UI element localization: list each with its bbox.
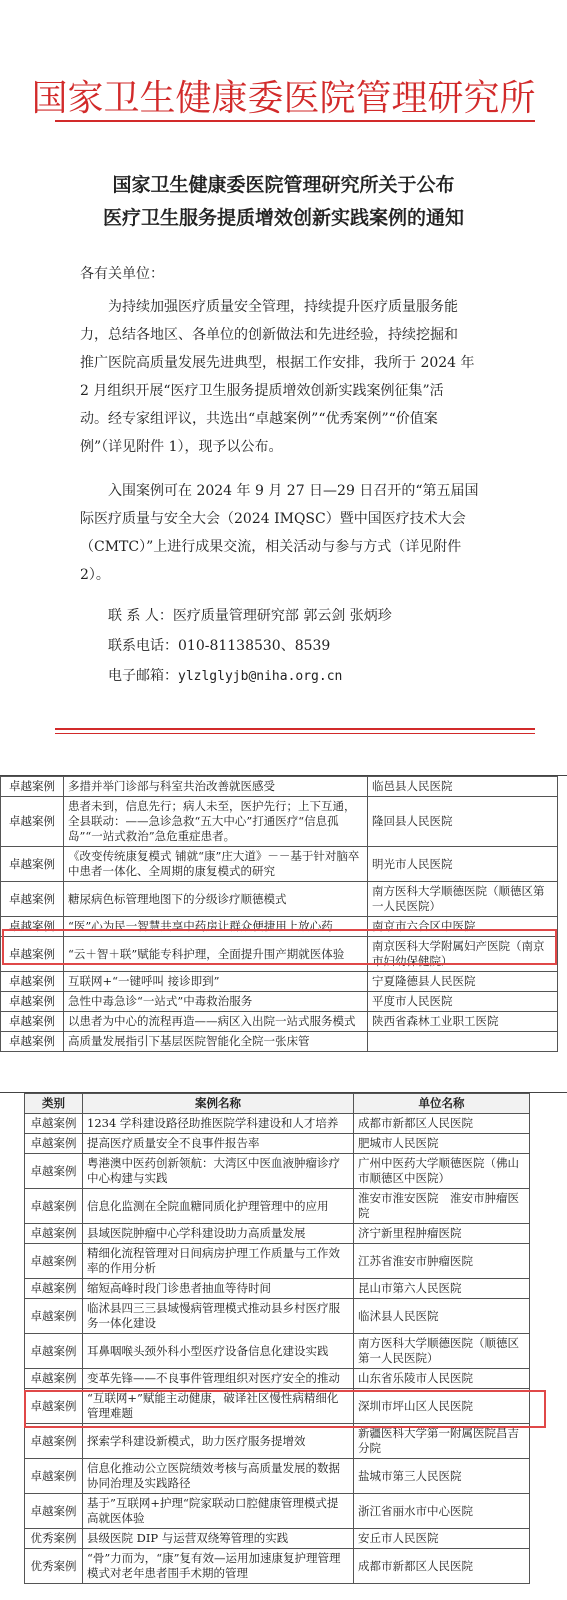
table-row [1,797,558,847]
category-cell: 卓越案例 [1,937,64,972]
footer-rule-2 [55,733,535,734]
case-name-cell: 县级医院 DIP 与运营双绕筹管理的实践 [83,1529,354,1549]
case-name-cell: 临沭县四三三县域慢病管理模式推动县乡村医疗服务一体化建设 [83,1299,354,1334]
category-cell: 卓越案例 [1,1012,64,1032]
letterhead-rule [55,120,535,122]
contact-email[interactable]: ylzlglyjb@niha.org.cn [178,669,343,684]
case-name-cell: 基于”互联网+护理“院家联动口腔健康管理模式提高就医体验 [83,1494,354,1529]
category-cell: 卓越案例 [25,1494,83,1529]
table-row [1,937,558,972]
case-name-cell: “互联网+”赋能主动健康，破译社区慢性病精细化管理难题 [83,1389,354,1424]
addressee: 各有关单位： [80,266,164,282]
table-row [25,1154,530,1189]
case-name-cell: 耳鼻咽喉头颈外科小型医疗设备信息化建设实践 [83,1334,354,1369]
case-table-1-grid [0,776,558,1052]
category-cell: 卓越案例 [1,847,64,882]
case-name-cell: 县域医院肿瘤中心学科建设助力高质量发展 [83,1224,354,1244]
paragraph-2-line: （CMTC）”上进行成果交流，相关活动与参与方式（详见附件 [80,539,462,555]
category-cell: 优秀案例 [25,1549,83,1584]
paragraph-2-line: 2）。 [80,567,110,583]
unit-name-cell: 江苏省淮安市肿瘤医院 [354,1244,530,1279]
category-cell: 卓越案例 [25,1134,83,1154]
case-table-2-body [25,1114,530,1584]
case-table-2-grid [24,1093,530,1584]
case-name-cell: 粤港澳中医药创新领航：大湾区中医血液肿瘤诊疗中心构建与实践 [83,1154,354,1189]
unit-name-cell: 成都市新都区人民医院 [354,1549,530,1584]
case-table-1 [0,775,567,1052]
category-cell: 卓越案例 [25,1459,83,1494]
notice-letter [0,0,567,760]
paragraph-2-line: 入围案例可在 2024 年 9 月 27 日—29 日召开的“第五届国 [108,483,479,499]
unit-name-cell: 济宁新里程肿瘤医院 [354,1224,530,1244]
unit-name-cell: 南方医科大学顺德医院（顺德区第一人民医院） [368,882,558,917]
unit-name-cell: 明光市人民医院 [368,847,558,882]
category-cell: 卓越案例 [25,1279,83,1299]
category-cell: 优秀案例 [25,1529,83,1549]
paragraph-1-line: 推广医院高质量发展先进典型，根据工作安排，我所于 2024 年 [80,355,475,371]
unit-name-cell: 南方医科大学顺德医院（顺德区第一人民医院） [354,1334,530,1369]
table-row [25,1424,530,1459]
case-name-cell: “骨”力而为，“康”复有效—运用加速康复护理管理模式对老年患者围手术期的管理 [83,1549,354,1584]
paragraph-2 [0,480,567,590]
category-cell: 卓越案例 [25,1114,83,1134]
unit-name-cell: 新疆医科大学第一附属医院昌吉分院 [354,1424,530,1459]
case-name-cell: 患者未到，信息先行；病人未至，医护先行；上下互通，全县联动：——急诊急救“五大中心”打通医疗“信息孤岛”“一站式救治”急危重症患者。 [64,797,368,847]
header-unit-name: 单位名称 [354,1094,530,1114]
unit-name-cell: 成都市新都区人民医院 [354,1114,530,1134]
unit-name-cell [368,1032,558,1052]
unit-name-cell: 安丘市人民医院 [354,1529,530,1549]
case-table-2 [0,1092,567,1584]
case-name-cell: 变革先锋——不良事件管理组织对医疗安全的推动 [83,1369,354,1389]
category-cell: 卓越案例 [25,1369,83,1389]
table-row [1,972,558,992]
table-row [25,1114,530,1134]
contact-person: 联 系 人：医疗质量管理研究部 郭云剑 张炳珍 [108,608,392,624]
table-row [25,1334,530,1369]
case-name-cell: 急性中毒急诊“一站式”中毒救治服务 [64,992,368,1012]
letterhead: 国家卫生健康委医院管理研究所 [31,78,536,119]
paragraph-2-line: 际医疗质量与安全大会（2024 IMQSC）暨中国医疗技术大会 [80,511,466,527]
table-row [1,882,558,917]
case-name-cell: 高质量发展指引下基层医院智能化全院一张床管 [64,1032,368,1052]
unit-name-cell: 盐城市第三人民医院 [354,1459,530,1494]
table-row [1,847,558,882]
category-cell: 卓越案例 [1,917,64,937]
category-cell: 卓越案例 [25,1244,83,1279]
unit-name-cell: 浙江省丽水市中心医院 [354,1494,530,1529]
case-name-cell: 信息化监测在全院血糖同质化护理管理中的应用 [83,1189,354,1224]
unit-name-cell: 临邑县人民医院 [368,777,558,797]
category-cell: 卓越案例 [1,1032,64,1052]
case-name-cell: 互联网+“一键呼叫 接诊即到” [64,972,368,992]
case-name-cell: “云＋智＋联”赋能专科护理，全面提升围产期就医体验 [64,937,368,972]
table-row [1,992,558,1012]
table-row [25,1279,530,1299]
category-cell: 卓越案例 [1,777,64,797]
category-cell: 卓越案例 [1,992,64,1012]
table-row [25,1494,530,1529]
notice-title-line1: 国家卫生健康委医院管理研究所关于公布 [112,174,455,196]
case-name-cell: 信息化推动公立医院绩效考核与高质量发展的数据协同治理及实践路径 [83,1459,354,1494]
table-row [1,1012,558,1032]
unit-name-cell: 隆回县人民医院 [368,797,558,847]
category-cell: 卓越案例 [1,797,64,847]
case-name-cell: 提高医疗质量安全不良事件报告率 [83,1134,354,1154]
unit-name-cell: 南京市六合区中医院 [368,917,558,937]
paragraph-1-line: 2 月组织开展“医疗卫生服务提质增效创新实践案例征集”活 [80,383,444,399]
case-name-cell: 探索学科建设新模式，助力医疗服务提增效 [83,1424,354,1459]
paragraph-1 [0,296,567,466]
table-row [25,1529,530,1549]
table-row [25,1134,530,1154]
table-row [1,917,558,937]
unit-name-cell: 平度市人民医院 [368,992,558,1012]
table-row [25,1389,530,1424]
table-row [25,1299,530,1334]
footer-rule-1 [55,728,535,730]
case-name-cell: 1234 学科建设路径助推医院学科建设和人才培养 [83,1114,354,1134]
table-header-row [25,1094,530,1114]
case-name-cell: 以患者为中心的流程再造——病区入出院一站式服务模式 [64,1012,368,1032]
table-row [25,1369,530,1389]
contact-email-row [108,665,342,685]
category-cell: 卓越案例 [25,1224,83,1244]
unit-name-cell: 昆山市第六人民医院 [354,1279,530,1299]
table-row [25,1459,530,1494]
case-name-cell: “医”心为民一智慧共享中药房让群众便捷用上放心药 [64,917,368,937]
header-category: 类别 [25,1094,83,1114]
case-name-cell: 糖尿病色标管理地图下的分级诊疗顺德模式 [64,882,368,917]
unit-name-cell: 肥城市人民医院 [354,1134,530,1154]
unit-name-cell: 陕西省森林工业职工医院 [368,1012,558,1032]
case-name-cell: 缩短高峰时段门诊患者抽血等待时间 [83,1279,354,1299]
category-cell: 卓越案例 [25,1389,83,1424]
category-cell: 卓越案例 [1,972,64,992]
table-row [25,1549,530,1584]
unit-name-cell: 广州中医药大学顺德医院（佛山市顺德区中医院） [354,1154,530,1189]
paragraph-1-line: 为持续加强医疗质量安全管理，持续提升医疗质量服务能 [108,299,458,315]
category-cell: 卓越案例 [25,1154,83,1189]
table-row [1,777,558,797]
unit-name-cell: 深圳市坪山区人民医院 [354,1389,530,1424]
category-cell: 卓越案例 [25,1189,83,1224]
table-row [25,1224,530,1244]
unit-name-cell: 山东省乐陵市人民医院 [354,1369,530,1389]
unit-name-cell: 淮安市淮安医院 淮安市肿瘤医院 [354,1189,530,1224]
case-name-cell: 《改变传统康复模式 铺就“康”庄大道》－－基于针对脑卒中患者一体化、全周期的康复模式的研究 [64,847,368,882]
paragraph-1-line: 例”（详见附件 1），现予以公布。 [80,439,283,455]
contact-email-label: 电子邮箱： [108,668,178,684]
unit-name-cell: 宁夏隆德县人民医院 [368,972,558,992]
table-row [25,1244,530,1279]
case-name-cell: 精细化流程管理对日间病房护理工作质量与工作效率的作用分析 [83,1244,354,1279]
unit-name-cell: 临沭县人民医院 [354,1299,530,1334]
paragraph-1-line: 动。经专家组评议，共选出“卓越案例”“优秀案例”“价值案 [80,411,438,427]
category-cell: 卓越案例 [25,1334,83,1369]
case-name-cell: 多措并举门诊部与科室共治改善就医感受 [64,777,368,797]
table-row [1,1032,558,1052]
header-case-name: 案例名称 [83,1094,354,1114]
paragraph-1-line: 力，总结各地区、各单位的创新做法和先进经验，持续挖掘和 [80,327,458,343]
category-cell: 卓越案例 [1,882,64,917]
unit-name-cell: 南京医科大学附属妇产医院（南京市妇幼保健院） [368,937,558,972]
notice-title-line2: 医疗卫生服务提质增效创新实践案例的通知 [102,207,464,229]
case-table-1-body [1,777,558,1052]
table-1-cutoff [0,1078,567,1092]
category-cell: 卓越案例 [25,1424,83,1459]
contact-phone: 联系电话：010-81138530、8539 [108,638,331,654]
category-cell: 卓越案例 [25,1299,83,1334]
table-row [25,1189,530,1224]
